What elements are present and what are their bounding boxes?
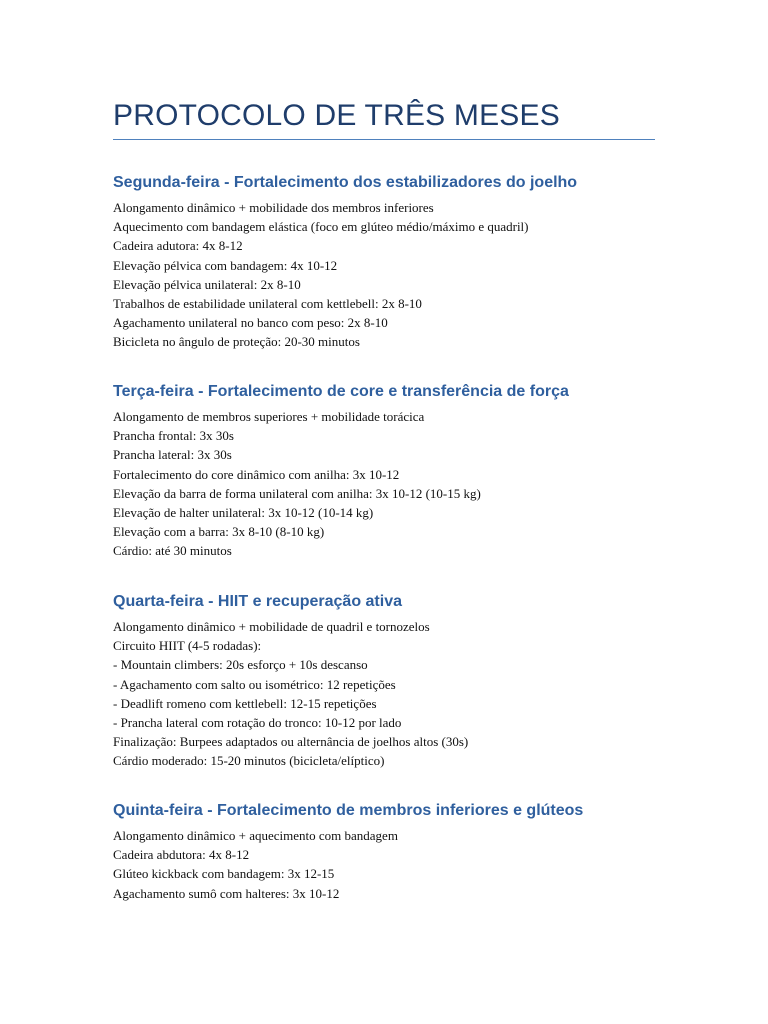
exercise-line: Bicicleta no ângulo de proteção: 20-30 minutos <box>113 334 360 350</box>
section-quarta-feira <box>113 591 673 771</box>
exercise-line: Trabalhos de estabilidade unilateral com kettlebell: 2x 8-10 <box>113 296 422 312</box>
exercise-line: Alongamento dinâmico + mobilidade dos membros inferiores <box>113 200 434 215</box>
document-title: PROTOCOLO DE TRÊS MESES <box>113 99 560 132</box>
section-heading: Quinta-feira - Fortalecimento de membros inferiores e glúteos <box>113 802 584 819</box>
exercise-line: Elevação de halter unilateral: 3x 10-12 (10-14 kg) <box>113 505 374 521</box>
exercise-line: Circuito HIIT (4-5 rodadas): <box>113 638 262 654</box>
exercise-line: Agachamento sumô com halteres: 3x 10-12 <box>113 885 340 901</box>
exercise-line: Alongamento dinâmico + mobilidade de quadril e tornozelos <box>113 619 430 634</box>
exercise-line: - Agachamento com salto ou isométrico: 12 repetições <box>113 676 396 692</box>
exercise-line: Alongamento de membros superiores + mobilidade torácica <box>113 409 425 424</box>
section-segunda-feira <box>113 172 673 352</box>
exercise-line: Cárdio: até 30 minutos <box>113 543 232 559</box>
exercise-line: Elevação da barra de forma unilateral com anilha: 3x 10-12 (10-15 kg) <box>113 485 481 501</box>
exercise-list <box>113 617 673 771</box>
exercise-line: - Deadlift romeno com kettlebell: 12-15 repetições <box>113 695 377 711</box>
exercise-list <box>113 407 673 561</box>
exercise-line: - Mountain climbers: 20s esforço + 10s descanso <box>113 657 368 673</box>
section-quinta-feira <box>113 800 673 903</box>
exercise-line: Cadeira abdutora: 4x 8-12 <box>113 847 250 863</box>
section-heading: Quarta-feira - HIIT e recuperação ativa <box>113 593 402 610</box>
exercise-line: Elevação pélvica com bandagem: 4x 10-12 <box>113 257 338 273</box>
exercise-line: Prancha lateral: 3x 30s <box>113 447 232 463</box>
exercise-line: Prancha frontal: 3x 30s <box>113 428 234 444</box>
section-heading: Segunda-feira - Fortalecimento dos estabilizadores do joelho <box>113 174 578 191</box>
exercise-list <box>113 826 673 903</box>
exercise-line: Cadeira adutora: 4x 8-12 <box>113 238 243 254</box>
exercise-line: Finalização: Burpees adaptados ou alternância de joelhos altos (30s) <box>113 734 469 750</box>
section-heading: Terça-feira - Fortalecimento de core e transferência de força <box>113 383 569 400</box>
exercise-line: Fortalecimento do core dinâmico com anilha: 3x 10-12 <box>113 466 400 482</box>
exercise-list <box>113 198 673 352</box>
exercise-line: Elevação pélvica unilateral: 2x 8-10 <box>113 276 301 292</box>
section-terca-feira <box>113 381 673 561</box>
exercise-line: Aquecimento com bandagem elástica (foco em glúteo médio/máximo e quadril) <box>113 219 529 235</box>
exercise-line: Cárdio moderado: 15-20 minutos (bicicleta/elíptico) <box>113 753 385 769</box>
exercise-line: Elevação com a barra: 3x 8-10 (8-10 kg) <box>113 524 325 540</box>
exercise-line: Alongamento dinâmico + aquecimento com bandagem <box>113 828 398 843</box>
exercise-line: - Prancha lateral com rotação do tronco: 10-12 por lado <box>113 715 402 731</box>
exercise-line: Agachamento unilateral no banco com peso: 2x 8-10 <box>113 315 388 331</box>
title-underline-rule <box>113 139 655 140</box>
exercise-line: Glúteo kickback com bandagem: 3x 12-15 <box>113 866 335 882</box>
